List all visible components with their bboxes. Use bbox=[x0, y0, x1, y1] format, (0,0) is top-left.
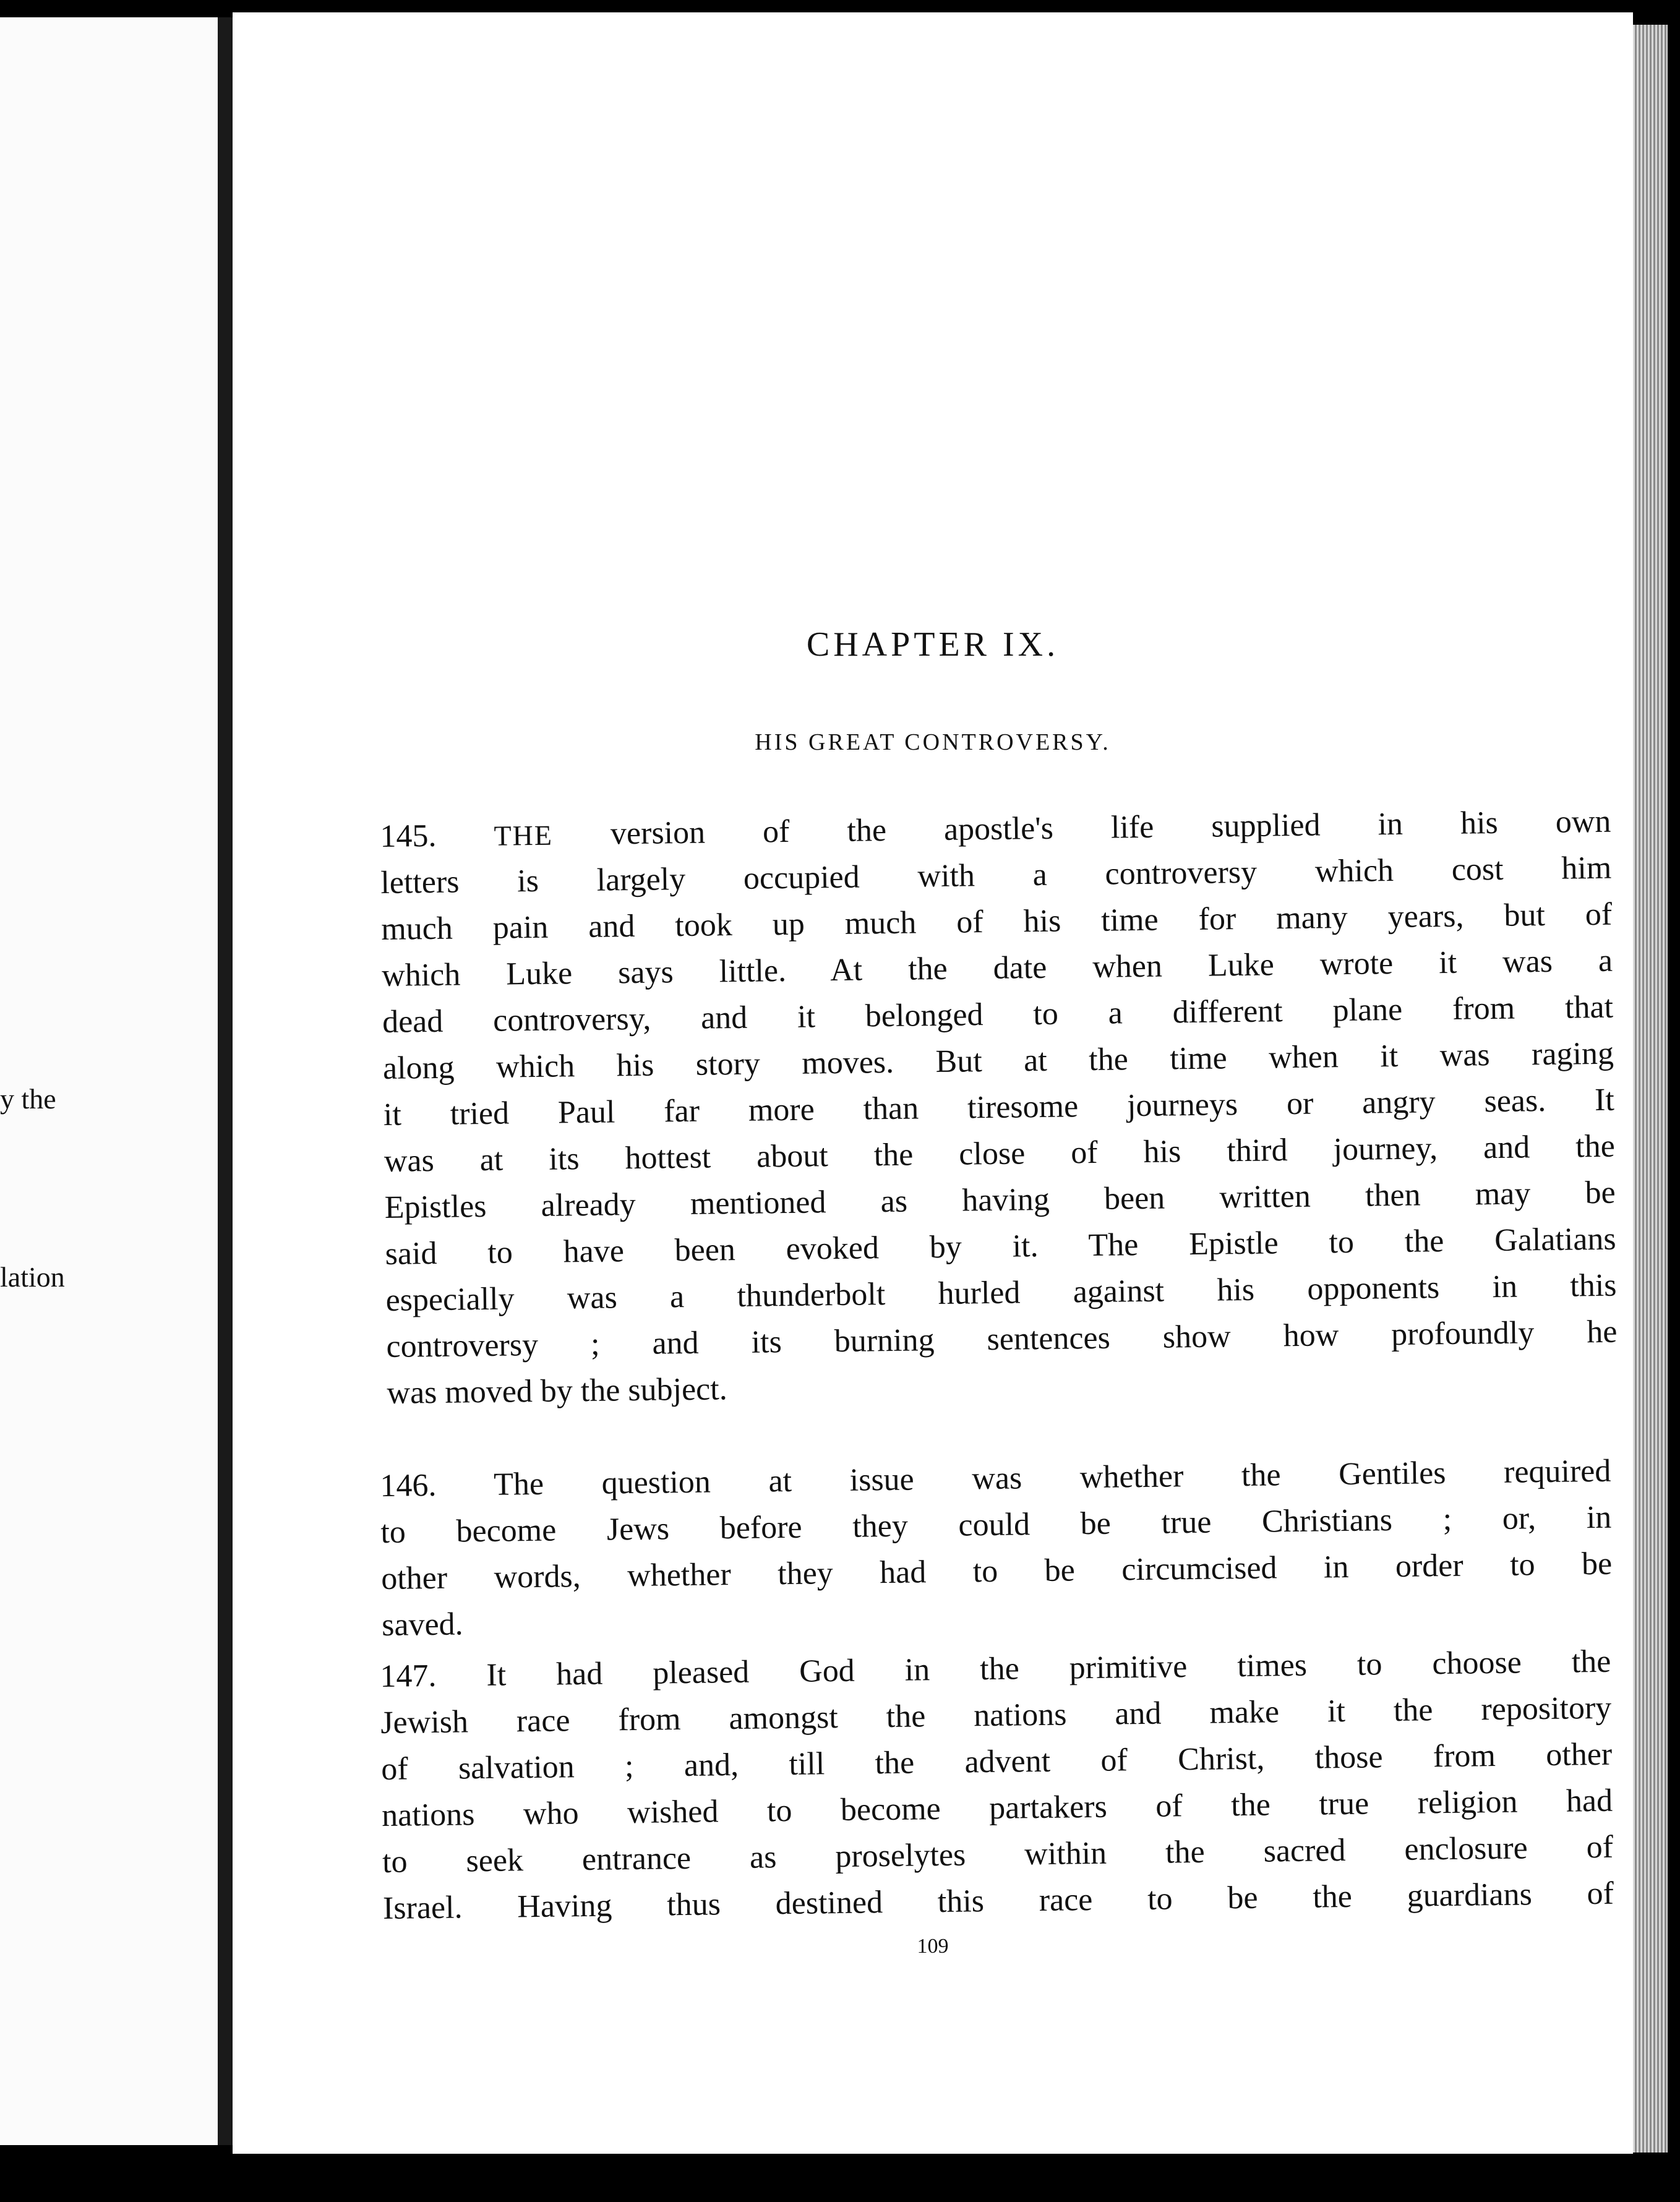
paragraph-line: nations who wished to become partakers of the true religion had bbox=[381, 1783, 1613, 1833]
left-facing-page bbox=[0, 17, 218, 2145]
paragraph-line: to seek entrance as proselytes within the sacred enclosure of bbox=[382, 1829, 1614, 1880]
paragraph-line: other words, whether they had to be circumcised in order to be bbox=[380, 1546, 1613, 1596]
paragraph-line: much pain and took up much of his time for many years, but of bbox=[380, 896, 1613, 947]
paragraph-line: dead controversy, and it belonged to a different plane from that bbox=[382, 989, 1614, 1040]
line-text: version of the apostle's life supplied in his own bbox=[552, 803, 1611, 852]
page-edge-stack bbox=[1633, 25, 1668, 2153]
paragraph-146 bbox=[380, 1448, 1613, 1648]
paragraph-line: of salvation ; and, till the advent of Christ, those from other bbox=[380, 1736, 1613, 1787]
paragraph-line: saved. bbox=[381, 1606, 463, 1643]
paragraph-line: letters is largely occupied with a controversy which cost him bbox=[380, 850, 1612, 901]
page-number: 109 bbox=[917, 1935, 949, 1958]
paragraph-line: it tried Paul far more than tiresome journeys or angry seas. It bbox=[383, 1082, 1615, 1133]
paragraph-line: which Luke says little. At the date when Luke wrote it was a bbox=[381, 943, 1613, 993]
paragraph-number: 145. bbox=[380, 818, 437, 854]
paragraph-line: especially was a thunderbolt hurled against his opponents in this bbox=[385, 1267, 1617, 1318]
book-gutter bbox=[218, 17, 233, 2145]
paragraph-147 bbox=[380, 1639, 1614, 1932]
left-page-fragment: y the bbox=[0, 1083, 56, 1115]
paragraph-line: Israel. Having thus destined this race to be the guardians of bbox=[382, 1875, 1614, 1926]
paragraph-line: 146. The question at issue was whether the Gentiles required bbox=[380, 1453, 1611, 1504]
paragraph-line: said to have been evoked by it. The Epistle to the Galatians bbox=[385, 1221, 1616, 1272]
lead-word: THE bbox=[494, 819, 554, 852]
chapter-title: CHAPTER IX. bbox=[806, 625, 1060, 664]
paragraph-line: was moved by the subject. bbox=[387, 1371, 727, 1411]
paragraph-line: 147. It had pleased God in the primitive times to choose the bbox=[380, 1643, 1611, 1694]
paragraph-145 bbox=[380, 799, 1618, 1416]
paragraph-line: was at its hottest about the close of his third journey, and the bbox=[384, 1128, 1616, 1179]
main-page bbox=[233, 12, 1633, 2154]
chapter-subtitle: HIS GREAT CONTROVERSY. bbox=[755, 729, 1111, 755]
paragraph-line: along which his story moves. But at the time when it was raging bbox=[382, 1035, 1614, 1086]
left-page-fragment: lation bbox=[0, 1261, 65, 1293]
paragraph-line: Epistles already mentioned as having been written then may be bbox=[384, 1175, 1616, 1225]
paragraph-line: controversy ; and its burning sentences show how profoundly he bbox=[386, 1314, 1618, 1364]
paragraph-line: Jewish race from amongst the nations and make it the repository bbox=[380, 1690, 1612, 1741]
paragraph-line: to become Jews before they could be true Christians ; or, in bbox=[380, 1499, 1612, 1550]
